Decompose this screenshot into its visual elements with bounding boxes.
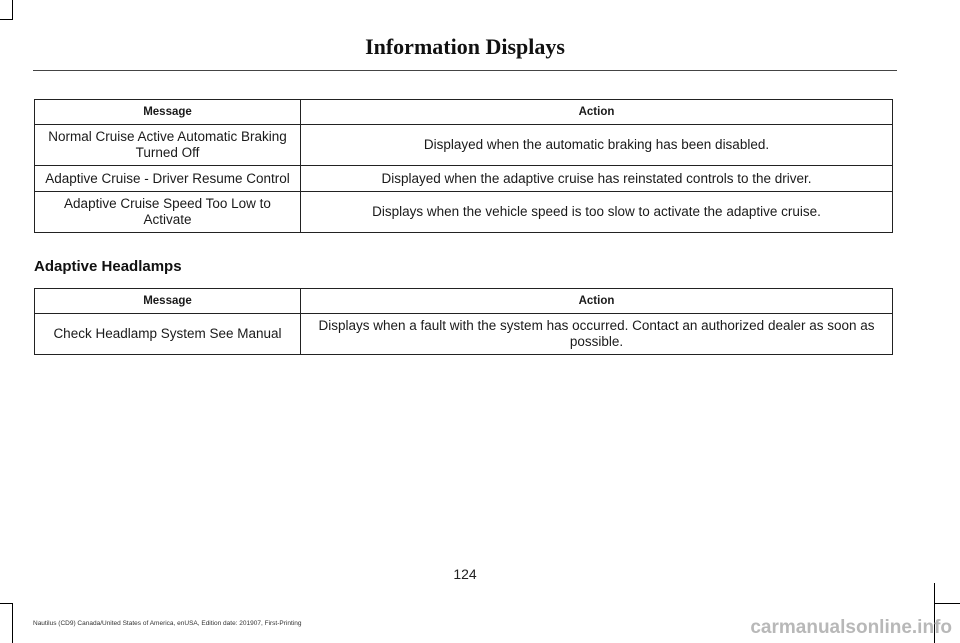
message-cell: Adaptive Cruise Speed Too Low to Activate (35, 192, 301, 233)
section-heading-adaptive-headlamps: Adaptive Headlamps (34, 258, 182, 275)
edition-footer: Nautilus (CD9) Canada/United States of America, enUSA, Edition date: 201907, First-Printing (33, 620, 302, 627)
crop-mark-bottom-left-h (0, 603, 13, 604)
message-cell: Adaptive Cruise - Driver Resume Control (35, 166, 301, 192)
action-cell: Displayed when the automatic braking has been disabled. (301, 125, 893, 166)
crop-mark-top-left-v (12, 0, 13, 20)
table-row (35, 314, 893, 355)
column-header-message: Message (35, 289, 301, 314)
column-header-action: Action (301, 100, 893, 125)
message-cell: Normal Cruise Active Automatic Braking Turned Off (35, 125, 301, 166)
crop-mark-bottom-left-v (12, 603, 13, 643)
cruise-messages-table (34, 99, 893, 233)
action-cell: Displayed when the adaptive cruise has reinstated controls to the driver. (301, 166, 893, 192)
crop-mark-bottom-right-h (934, 603, 960, 604)
action-cell: Displays when the vehicle speed is too slow to activate the adaptive cruise. (301, 192, 893, 233)
table-row (35, 125, 893, 166)
page-number: 124 (453, 566, 477, 582)
table-row (35, 192, 893, 233)
title-divider (33, 70, 897, 71)
column-header-message: Message (35, 100, 301, 125)
headlamp-messages-table (34, 288, 893, 355)
watermark-logo: carmanualsonline.info (750, 617, 952, 638)
table-header-row (35, 289, 893, 314)
message-cell: Check Headlamp System See Manual (35, 314, 301, 355)
table-row (35, 166, 893, 192)
page-title: Information Displays (365, 34, 565, 59)
column-header-action: Action (301, 289, 893, 314)
table-header-row (35, 100, 893, 125)
action-cell: Displays when a fault with the system has occurred. Contact an authorized dealer as soon as possible. (301, 314, 893, 355)
crop-mark-top-left-h (0, 19, 13, 20)
